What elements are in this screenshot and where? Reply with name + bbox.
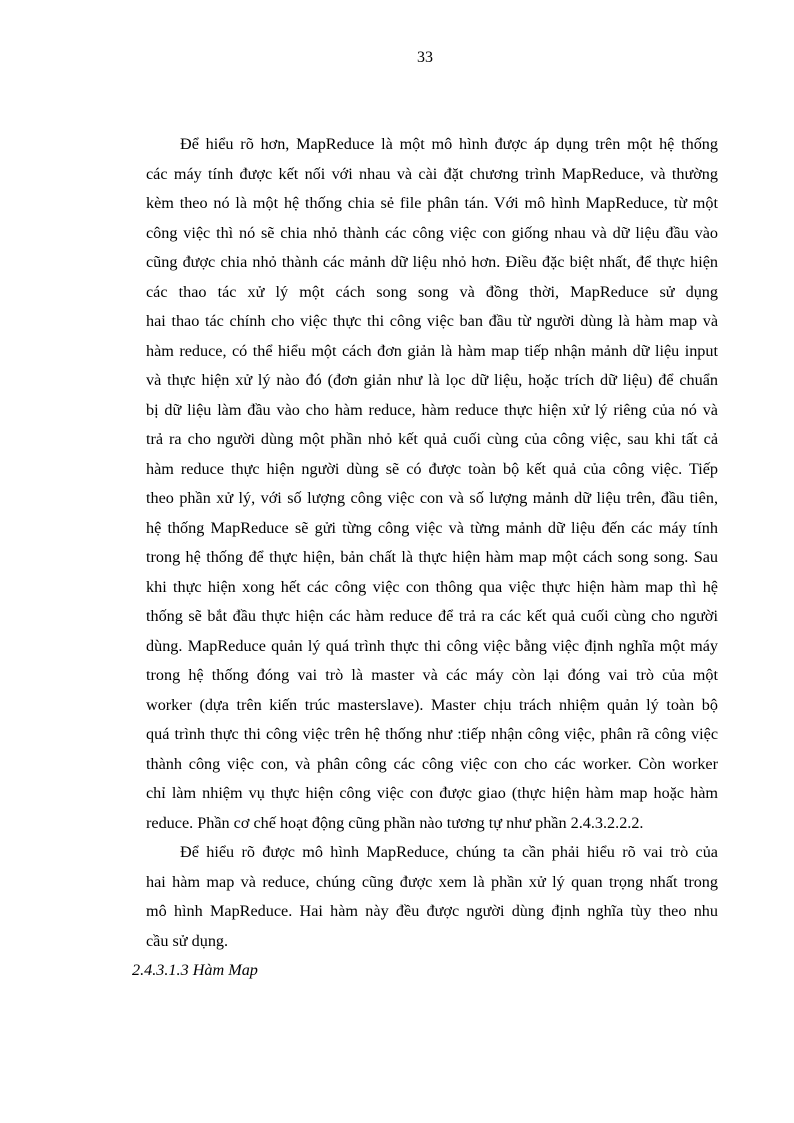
text-line: và thực hiện xử lý nào đó (đơn giản như là lọc dữ liệu, hoặc trích dữ liệu) để chuẩn [146,371,718,389]
text-line: thành công việc con, và phân công các công việc con cho các worker. Còn worker [146,754,718,773]
text-line: cũng được chia nhỏ thành các mảnh dữ liệu nhỏ hơn. Điều đặc biệt nhất, để thực hiện [146,253,718,271]
text-line: khi thực hiện xong hết các công việc con thông qua việc thực hiện hàm map thì hệ [146,577,718,596]
text-line: hệ thống MapReduce sẽ gửi từng công việc và từng mảnh dữ liệu đến các máy tính [146,518,718,537]
text-line: quá trình thực thi công việc trên hệ thống như :tiếp nhận công việc, phân rã công việc [146,725,718,743]
text-line: reduce. Phần cơ chế hoạt động cũng phần nào tương tự như phần 2.4.3.2.2.2. [146,813,644,832]
paragraph [146,130,718,838]
text-line: bị dữ liệu làm đầu vào cho hàm reduce, hàm reduce thực hiện xử lý riêng của nó và [146,400,718,419]
section-heading: 2.4.3.1.3 Hàm Map [132,961,258,979]
text-line: trong hệ thống để thực hiện, bản chất là thực hiện hàm map một cách song song. Sau [146,548,718,566]
text-line: hàm reduce thực hiện người dùng sẽ có được toàn bộ kết quả của công việc. Tiếp [146,459,718,478]
text-line: trong hệ thống đóng vai trò là master và các máy còn lại đóng vai trò của một [146,666,718,684]
text-line: hai hàm map và reduce, chúng cũng được xem là phần xử lý quan trọng nhất trong [146,872,718,891]
text-line: mô hình MapReduce. Hai hàm này đều được người dùng định nghĩa tùy theo nhu [146,902,718,920]
page-number: 33 [417,49,433,66]
text-line: hai thao tác chính cho việc thực thi công việc ban đầu từ người dùng là hàm map và [146,312,718,330]
text-line: dùng. MapReduce quản lý quá trình thực thi công việc bằng việc định nghĩa một máy [146,636,718,655]
text-line: hàm reduce, có thể hiểu một cách đơn giản là hàm map tiếp nhận mảnh dữ liệu input [146,341,718,360]
paragraph [146,838,718,956]
text-line: thống sẽ bắt đầu thực hiện các hàm reduce để trả ra các kết quả cuối cùng cho người [146,607,718,625]
text-line: Để hiểu rõ hơn, MapReduce là một mô hình được áp dụng trên một hệ thống [180,135,718,153]
text-line: công việc thì nó sẽ chia nhỏ thành các công việc con giống nhau và dữ liệu đầu vào [146,223,718,242]
text-line: kèm theo nó là một hệ thống chia sẻ file phân tán. Với mô hình MapReduce, từ một [146,194,718,212]
text-line: theo phần xử lý, với số lượng công việc con và số lượng mảnh dữ liệu trên, đầu tiên, [146,489,718,507]
text-line: Để hiểu rõ được mô hình MapReduce, chúng ta cần phải hiểu rõ vai trò của [180,843,718,861]
text-line: worker (dựa trên kiến trúc masterslave). Master chịu trách nhiệm quản lý toàn bộ [146,695,718,714]
text-line: chỉ làm nhiệm vụ thực hiện công việc con được giao (thực hiện hàm map hoặc hàm [146,784,718,802]
body-text [132,130,718,986]
text-line: các máy tính được kết nối với nhau và cài đặt chương trình MapReduce, và thường [146,164,718,183]
text-line: cầu sử dụng. [146,931,229,950]
text-line: trả ra cho người dùng một phần nhỏ kết quả cuối cùng của công việc, sau khi tất cả [146,430,718,448]
text-line: các thao tác xử lý một cách song song và đồng thời, MapReduce sử dụng [146,282,718,301]
